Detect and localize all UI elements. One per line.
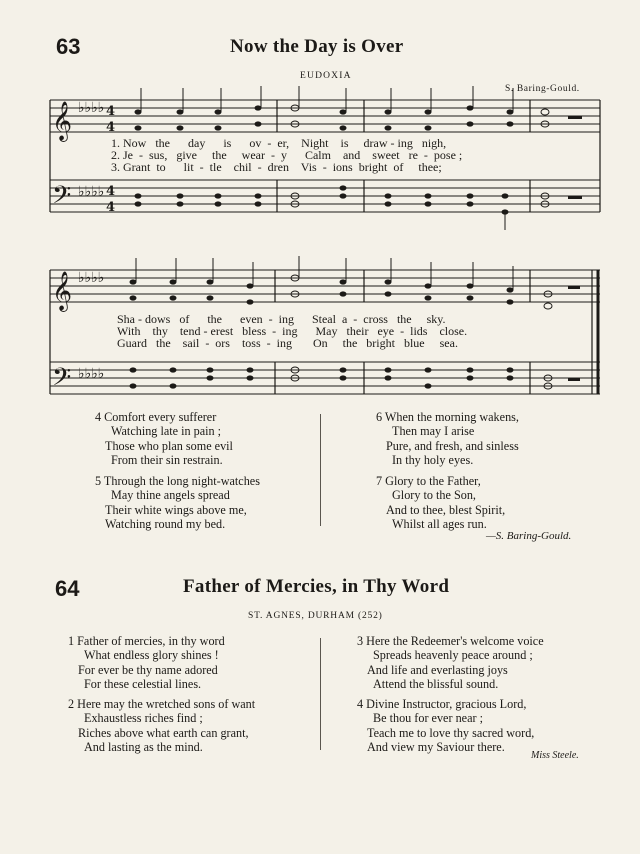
attribution: Miss Steele. [531,750,579,761]
stanza-line: In thy holy eyes. [392,453,474,468]
stanza-line: Glory to the Son, [392,488,476,503]
lyric-verse-2: 2. Je - sus, give the wear - y Calm and sweet re - pose ; [111,148,463,162]
attribution: —S. Baring-Gould. [486,530,572,542]
stanza-line: For ever be thy name adored [78,662,218,677]
stanza-line: Whilst all ages run. [392,517,487,532]
column-divider [320,638,321,750]
svg-text:♭♭♭♭: ♭♭♭♭ [78,270,105,286]
svg-text:4: 4 [106,184,116,199]
lyric-verse-3: 3. Grant to lit - tle chil - dren Vis - ions bright of thee; [111,160,442,174]
stanza-line: Exhaustless riches find ; [84,711,203,726]
stanza-2 [68,697,255,755]
svg-text:𝄢: 𝄢 [52,363,72,398]
hymn-title: Now the Day is Over [230,36,404,57]
stanza-line: Spreads heavenly peace around ; [373,648,533,663]
stanza-line: 3 Here the Redeemer's welcome voice [357,634,544,648]
stanza-4 [357,697,534,755]
hymn-number: 64 [55,576,80,601]
svg-text:4: 4 [106,200,116,215]
stanza-line: What endless glory shines ! [84,648,219,663]
hymn-title: Father of Mercies, in Thy Word [183,576,450,597]
stanza-3 [357,634,544,692]
column-divider [320,414,321,526]
lyric-verse-3: Guard the sail - ors toss - ing On the bright blue sea. [117,336,458,350]
stanza-5 [95,474,260,532]
stanza-6 [376,410,519,468]
stanza-line: Teach me to love thy sacred word, [367,725,535,740]
stanza-line: 4 Comfort every sufferer [95,410,217,424]
stanza-line: 6 When the morning wakens, [376,410,519,424]
svg-text:♭♭♭♭: ♭♭♭♭ [78,366,105,382]
tune-name: ST. AGNES, DURHAM (252) [248,611,383,621]
svg-text:𝄞: 𝄞 [52,271,73,311]
stanza-line: And view my Saviour there. [367,740,505,755]
hymn-number: 63 [56,34,81,59]
stanza-line: Their white wings above me, [105,502,247,517]
svg-text:♭♭♭♭: ♭♭♭♭ [78,100,105,116]
stanza-line: Riches above what earth can grant, [78,725,249,740]
stanza-line: 1 Father of mercies, in thy word [68,634,225,648]
composer-credit: S. Baring-Gould. [505,84,580,94]
tune-name: EUDOXIA [300,71,352,81]
svg-text:4: 4 [106,104,116,119]
stanza-4 [95,410,233,468]
stanza-line: Then may I arise [392,424,475,439]
lyric-verse-1: Sha - dows of the even - ing Steal a - cross the sky. [117,312,446,326]
stanza-line: Watching round my bed. [105,517,226,532]
stanza-line: From their sin restrain. [111,453,223,468]
stanza-line: 5 Through the long night-watches [95,474,260,488]
svg-text:4: 4 [106,120,116,135]
stanza-line: Be thou for ever near ; [373,711,483,726]
svg-text:♭♭♭♭: ♭♭♭♭ [78,184,105,200]
stanza-line: For these celestial lines. [84,677,202,692]
stanza-line: Pure, and fresh, and sinless [386,438,519,453]
svg-text:𝄞: 𝄞 [52,101,73,141]
lyric-verse-1: 1. Now the day is ov - er, Night is draw - ing nigh, [111,136,447,150]
stanza-line: May thine angels spread [111,488,230,503]
stanza-line: And to thee, blest Spirit, [386,502,506,517]
stanza-1 [68,634,225,692]
stanza-line: Watching late in pain ; [111,424,222,439]
stanza-line: And lasting as the mind. [84,740,203,755]
stanza-line: And life and everlasting joys [367,662,508,677]
stanza-line: 2 Here may the wretched sons of want [68,697,256,711]
lyric-verse-2: With thy tend - erest bless - ing May their eye - lids close. [117,324,468,338]
svg-text:𝄢: 𝄢 [52,181,72,216]
stanza-line: Attend the blissful sound. [373,677,499,692]
stanza-line: 7 Glory to the Father, [376,474,481,488]
stanza-line: Those who plan some evil [105,438,233,453]
stanza-7 [376,474,505,532]
stanza-line: 4 Divine Instructor, gracious Lord, [357,697,527,711]
